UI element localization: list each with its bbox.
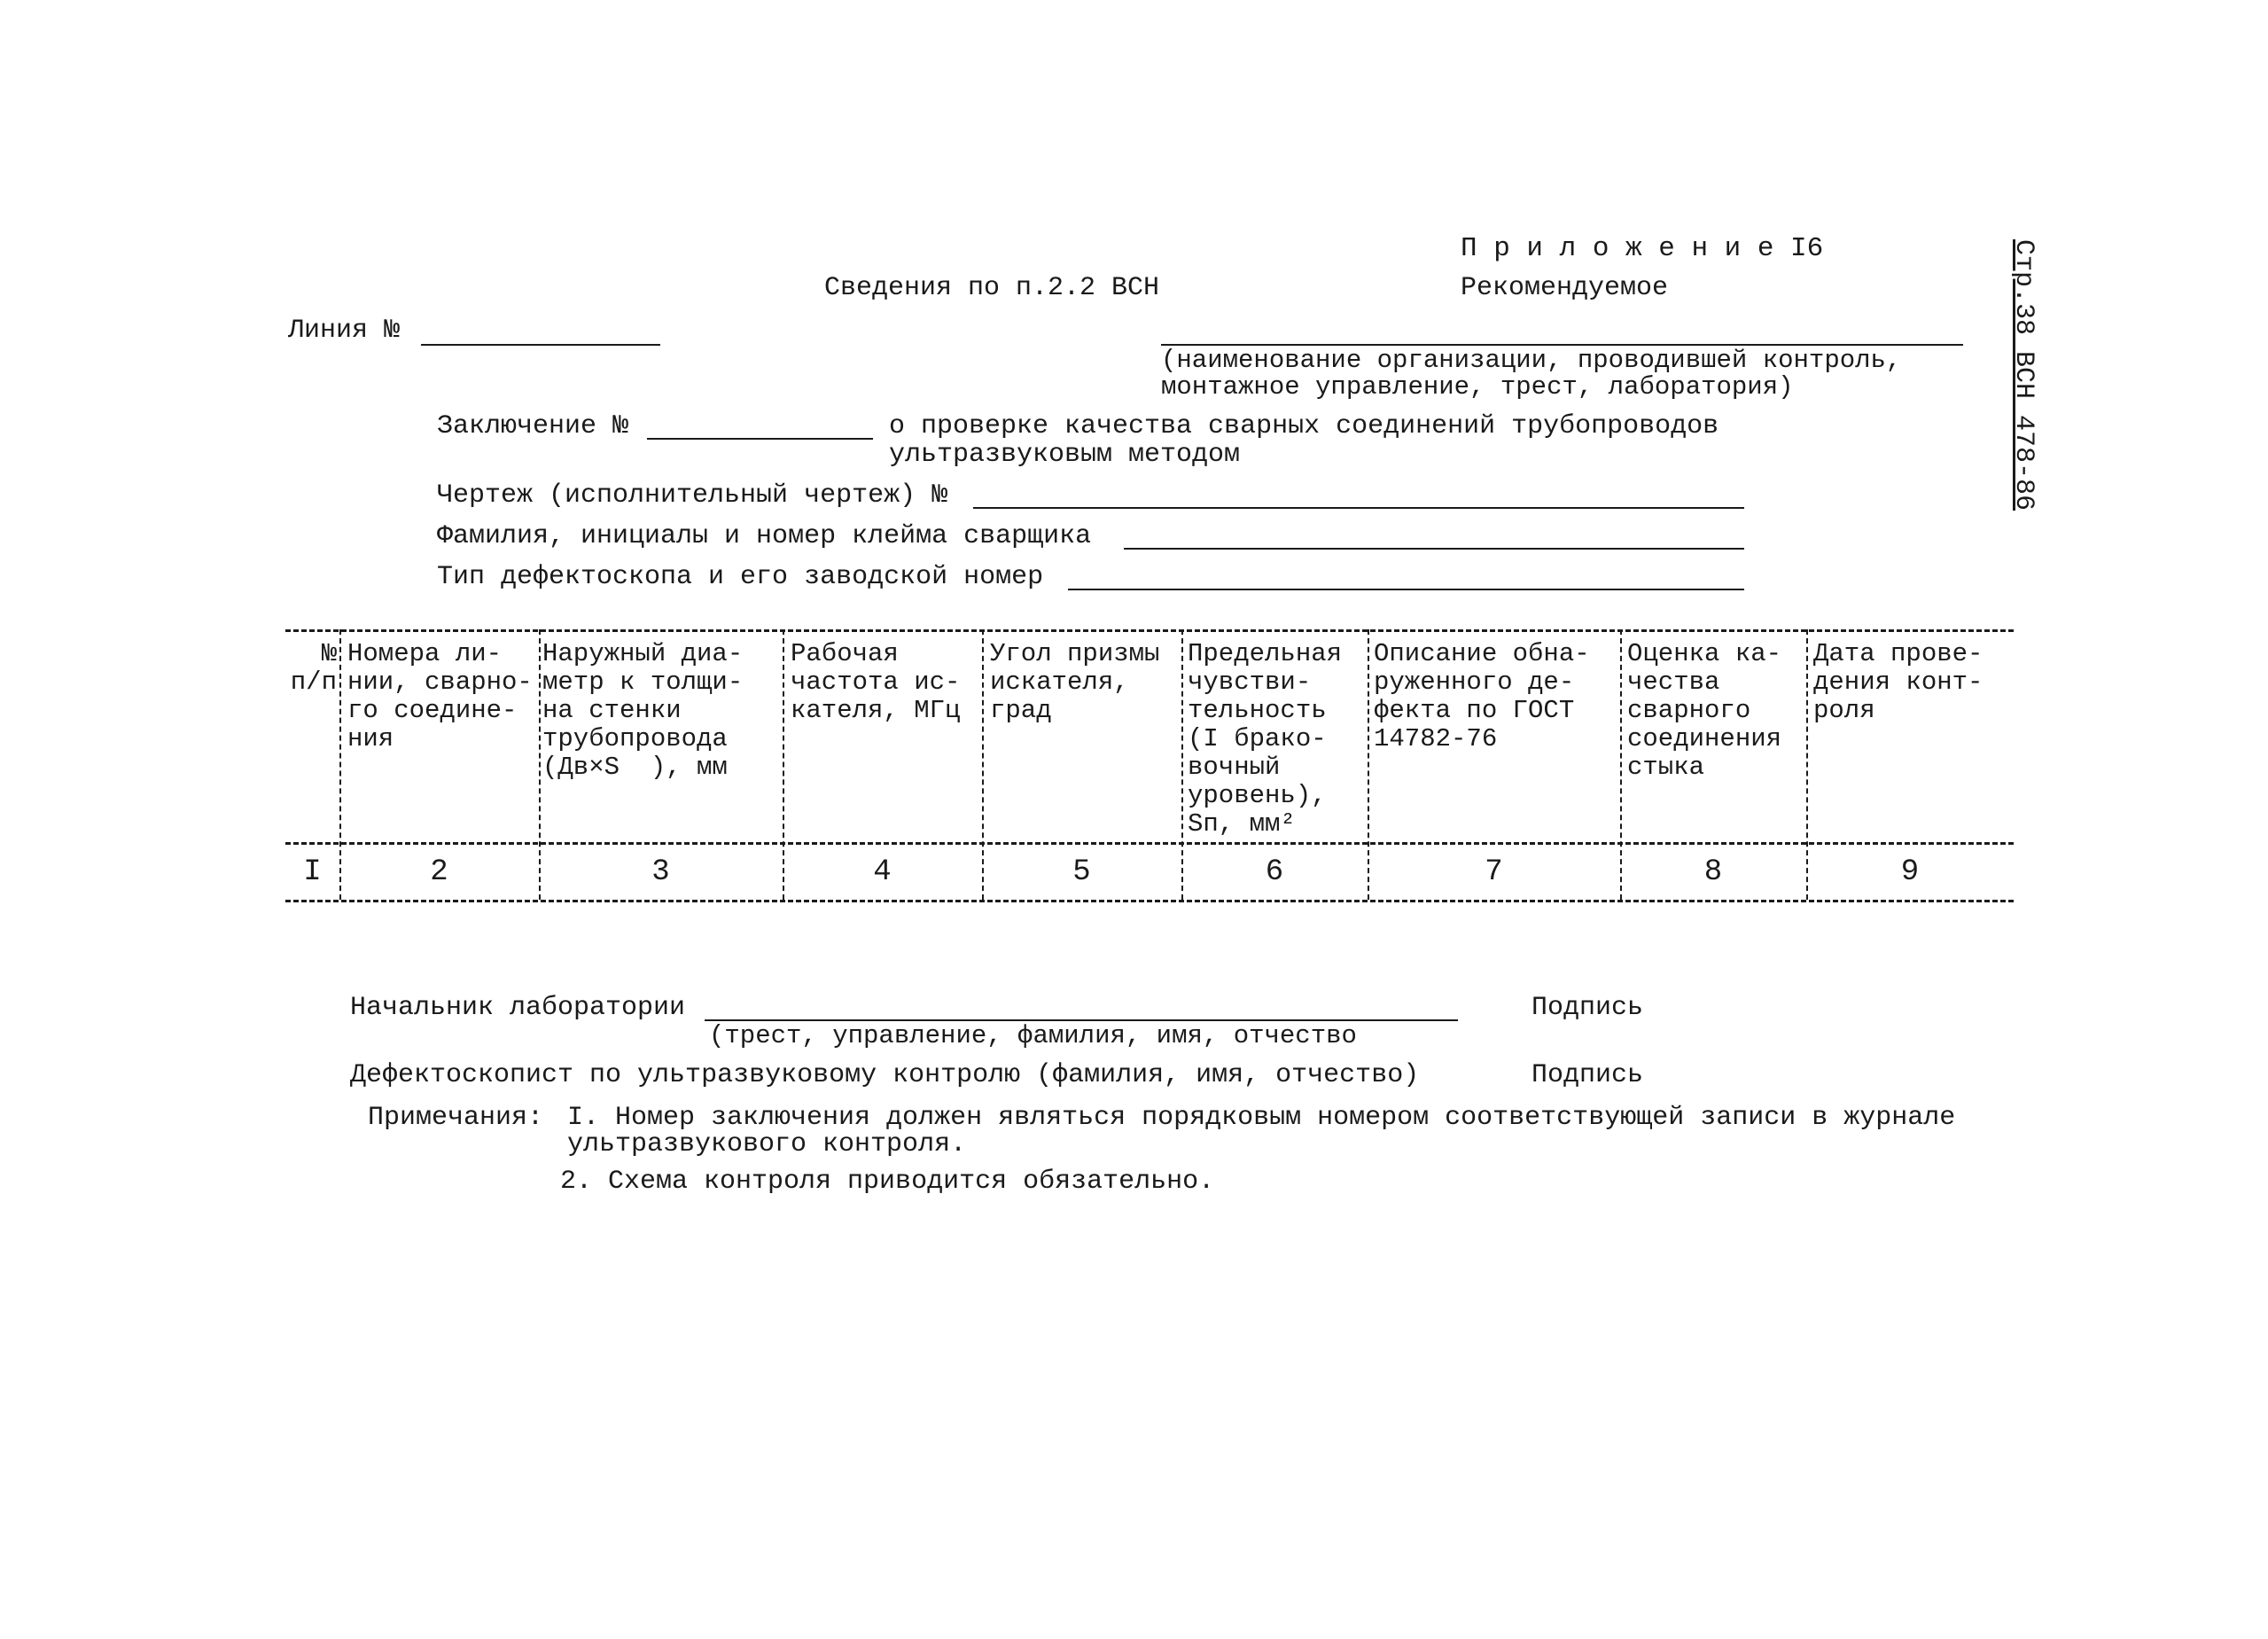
header-diameter: Наружный диа- метр к толщи- на стенки трубопровода (Дв×S ), мм <box>542 639 744 782</box>
lab-head-caption: (трест, управление, фамилия, имя, отчество <box>709 1021 1357 1050</box>
appendix-status: Рекомендуемое <box>1461 273 1669 303</box>
note-1b: ультразвукового контроля. <box>567 1129 967 1159</box>
table-header-rule <box>285 842 2014 845</box>
side-page-reference: Стр.38 ВСН 478-86 <box>2008 239 2038 511</box>
welder-field[interactable] <box>1124 548 1744 550</box>
welder-label: Фамилия, инициалы и номер клейма сварщика <box>437 521 1092 551</box>
column-number: 2 <box>430 855 448 889</box>
line-number-field[interactable] <box>421 344 660 346</box>
column-number: 7 <box>1485 855 1503 889</box>
appendix-title: П р и л о ж е н и е I6 <box>1461 233 1824 264</box>
note-2: 2. Схема контроля приводится обязательно. <box>560 1167 1215 1197</box>
column-number: 3 <box>651 855 670 889</box>
header-frequency: Рабочая частота ис- кателя, МГц <box>791 639 961 725</box>
column-number: 5 <box>1072 855 1091 889</box>
conclusion-number-field[interactable] <box>647 438 873 440</box>
column-number: 6 <box>1265 855 1284 889</box>
org-caption-1: (наименование организации, проводившей контроль, <box>1161 346 1902 375</box>
header-sensitivity: Предельная чувстви- тельность (I брако- вочный уровень), Sп, мм² <box>1188 639 1343 839</box>
header-number: № п/п <box>290 639 337 697</box>
column-number: 9 <box>1900 855 1920 889</box>
signature-2-label: Подпись <box>1531 1060 1644 1090</box>
column-number: 4 <box>873 855 892 889</box>
header-quality: Оценка ка- чества сварного соединения стыка <box>1627 639 1782 782</box>
table-top-rule <box>285 629 2014 632</box>
org-caption-2: монтажное управление, трест, лаборатория) <box>1161 372 1794 402</box>
line-label: Линия № <box>288 316 401 346</box>
header-line-joint: Номера ли- нии, сварно- го соедине- ния <box>347 639 533 753</box>
drawing-label: Чертеж (исполнительный чертеж) № <box>437 480 948 511</box>
lab-head-label: Начальник лаборатории <box>350 993 686 1023</box>
drawing-field[interactable] <box>973 507 1744 509</box>
detector-label: Тип дефектоскопа и его заводской номер <box>437 562 1044 592</box>
header-date: Дата прове- дения конт- роля <box>1813 639 1984 725</box>
column-number: I <box>303 855 322 889</box>
signature-1-label: Подпись <box>1531 993 1644 1023</box>
conclusion-text-2: ультразвуковым методом <box>889 440 1241 470</box>
column-number: 8 <box>1703 855 1723 889</box>
conclusion-label: Заключение № <box>437 411 629 441</box>
header-defect-description: Описание обна- руженного де- фекта по ГОСТ 14782-76 <box>1374 639 1590 753</box>
table-bottom-rule <box>285 900 2014 902</box>
header-angle: Угол призмы искателя, град <box>990 639 1160 725</box>
info-header: Сведения по п.2.2 ВСН <box>824 273 1160 303</box>
note-1a: I. Номер заключения должен являться порядковым номером соответствующей записи в журнале <box>567 1103 1956 1133</box>
inspector-label: Дефектоскопист по ультразвуковому контролю (фамилия, имя, отчество) <box>350 1060 1420 1090</box>
conclusion-text-1: о проверке качества сварных соединений трубопроводов <box>889 411 1719 441</box>
detector-field[interactable] <box>1068 589 1744 590</box>
notes-label: Примечания: <box>368 1103 544 1133</box>
